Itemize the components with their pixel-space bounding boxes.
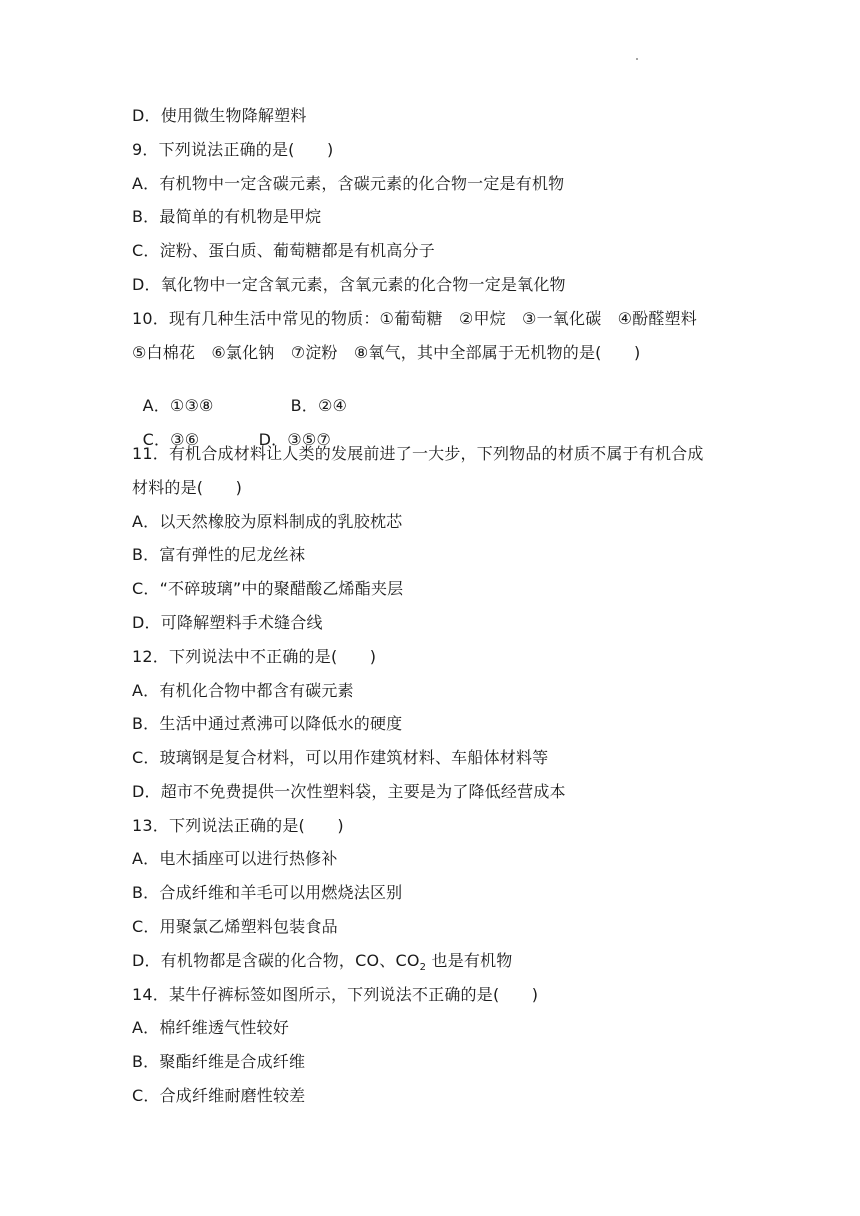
q14-option-a: A．棉纤维透气性较好	[132, 1018, 289, 1037]
q13-option-c: C．用聚氯乙烯塑料包装食品	[132, 917, 338, 936]
q13-option-b: B．合成纤维和羊毛可以用燃烧法区别	[132, 883, 403, 902]
q10-stem-line2: ⑤白棉花 ⑥氯化钠 ⑦淀粉 ⑧氧气，其中全部属于无机物的是( )	[132, 343, 641, 362]
q14-stem: 14．某牛仔裤标签如图所示，下列说法不正确的是( )	[132, 985, 539, 1004]
q10-option-d: D．③⑤⑦	[258, 430, 331, 449]
q11-option-c: C．“不碎玻璃”中的聚醋酸乙烯酯夹层	[132, 579, 404, 598]
q14-option-b: B．聚酯纤维是合成纤维	[132, 1052, 306, 1071]
q12-stem: 12．下列说法中不正确的是( )	[132, 647, 377, 666]
q9-option-a: A．有机物中一定含碳元素，含碳元素的化合物一定是有机物	[132, 174, 565, 193]
q10-option-a: A．①③⑧	[142, 396, 214, 415]
q13-stem: 13．下列说法正确的是( )	[132, 816, 344, 835]
q8-option-d: D．使用微生物降解塑料	[132, 106, 307, 125]
q11-option-a: A．以天然橡胶为原料制成的乳胶枕芯	[132, 512, 403, 531]
q11-stem-line1: 11．有机合成材料让人类的发展前进了一大步，下列物品的材质不属于有机合成	[132, 444, 704, 463]
q13-option-a: A．电木插座可以进行热修补	[132, 849, 338, 868]
q11-option-d: D．可降解塑料手术缝合线	[132, 613, 323, 632]
q14-option-c: C．合成纤维耐磨性较差	[132, 1086, 306, 1105]
q9-stem: 9．下列说法正确的是( )	[132, 140, 334, 159]
q12-option-c: C．玻璃钢是复合材料，可以用作建筑材料、车船体材料等	[132, 748, 549, 767]
q11-stem-line2: 材料的是( )	[132, 478, 243, 497]
q12-option-b: B．生活中通过煮沸可以降低水的硬度	[132, 714, 403, 733]
q13-option-d-subscript: 2	[419, 962, 427, 974]
q10-option-c: C．③⑥	[142, 430, 200, 449]
q12-option-d: D．超市不免费提供一次性塑料袋，主要是为了降低经营成本	[132, 782, 566, 801]
q13-option-d-suffix: 也是有机物	[426, 951, 513, 970]
q13-option-d-prefix: D．有机物都是含碳的化合物，CO、CO	[132, 951, 420, 970]
q12-option-a: A．有机化合物中都含有碳元素	[132, 681, 354, 700]
q9-option-b: B．最简单的有机物是甲烷	[132, 207, 322, 226]
q11-option-b: B．富有弹性的尼龙丝袜	[132, 545, 306, 564]
q9-option-d: D．氧化物中一定含氧元素，含氧元素的化合物一定是氧化物	[132, 275, 566, 294]
q13-option-d	[132, 951, 513, 978]
q10-stem-line1: 10．现有几种生活中常见的物质：①葡萄糖 ②甲烷 ③一氧化碳 ④酚醛塑料	[132, 309, 697, 328]
page-mark	[636, 58, 638, 60]
q10-option-b: B．②④	[290, 396, 348, 415]
q9-option-c: C．淀粉、蛋白质、葡萄糖都是有机高分子	[132, 241, 435, 260]
